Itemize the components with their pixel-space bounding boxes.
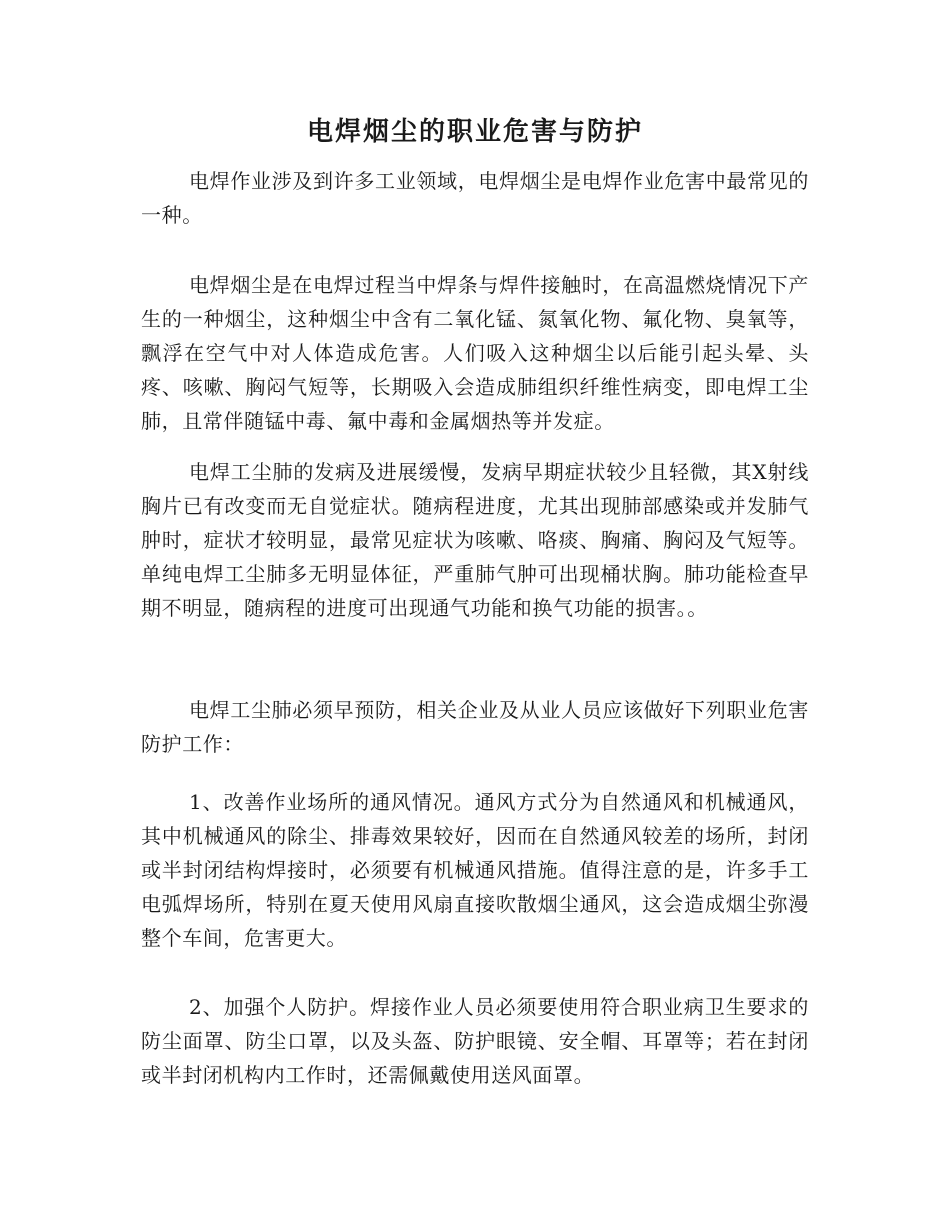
document-title: 电焊烟尘的职业危害与防护: [306, 117, 643, 147]
paragraph-prevention-intro: 电焊工尘肺必须早预防，相关企业及从业人员应该做好下列职业危害防护工作：: [141, 698, 809, 756]
paragraph-ventilation: 1、改善作业场所的通风情况。通风方式分为自然通风和机械通风，其中机械通风的除尘、排毒效果较好，因而在自然通风较差的场所，封闭或半封闭结构焊接时，必须要有机械通风措施。值得注意的是，许多手工电弧焊场所，特别在夏天使用风扇直接吹散烟尘通风，这会造成烟尘弥漫整个车间，危害更大。: [141, 790, 809, 950]
paragraph-personal-protection: 2、加强个人防护。焊接作业人员必须要使用符合职业病卫生要求的防尘面罩、防尘口罩，以及头盔、防护眼镜、安全帽、耳罩等；若在封闭或半封闭机构内工作时，还需佩戴使用送风面罩。: [141, 995, 809, 1087]
paragraph-intro: 电焊作业涉及到许多工业领域，电焊烟尘是电焊作业危害中最常见的一种。: [141, 169, 809, 227]
paragraph-hazard-description: 电焊烟尘是在电焊过程当中焊条与焊件接触时，在高温燃烧情况下产生的一种烟尘，这种烟尘中含有二氧化锰、氮氧化物、氟化物、臭氧等，飘浮在空气中对人体造成危害。人们吸入这种烟尘以后能引起头晕、头疼、咳嗽、胸闷气短等，长期吸入会造成肺组织纤维性病变，即电焊工尘肺，且常伴随锰中毒、氟中毒和金属烟热等并发症。: [141, 273, 809, 433]
paragraph-pneumoconiosis-symptoms: 电焊工尘肺的发病及进展缓慢，发病早期症状较少且轻微，其X射线胸片已有改变而无自觉症状。随病程进度，尤其出现肺部感染或并发肺气肿时，症状才较明显，最常见症状为咳嗽、咯痰、胸痛、胸闷及气短等。单纯电焊工尘肺多无明显体征，严重肺气肿可出现桶状胸。肺功能检查早期不明显，随病程的进度可出现通气功能和换气功能的损害。。: [141, 460, 809, 620]
